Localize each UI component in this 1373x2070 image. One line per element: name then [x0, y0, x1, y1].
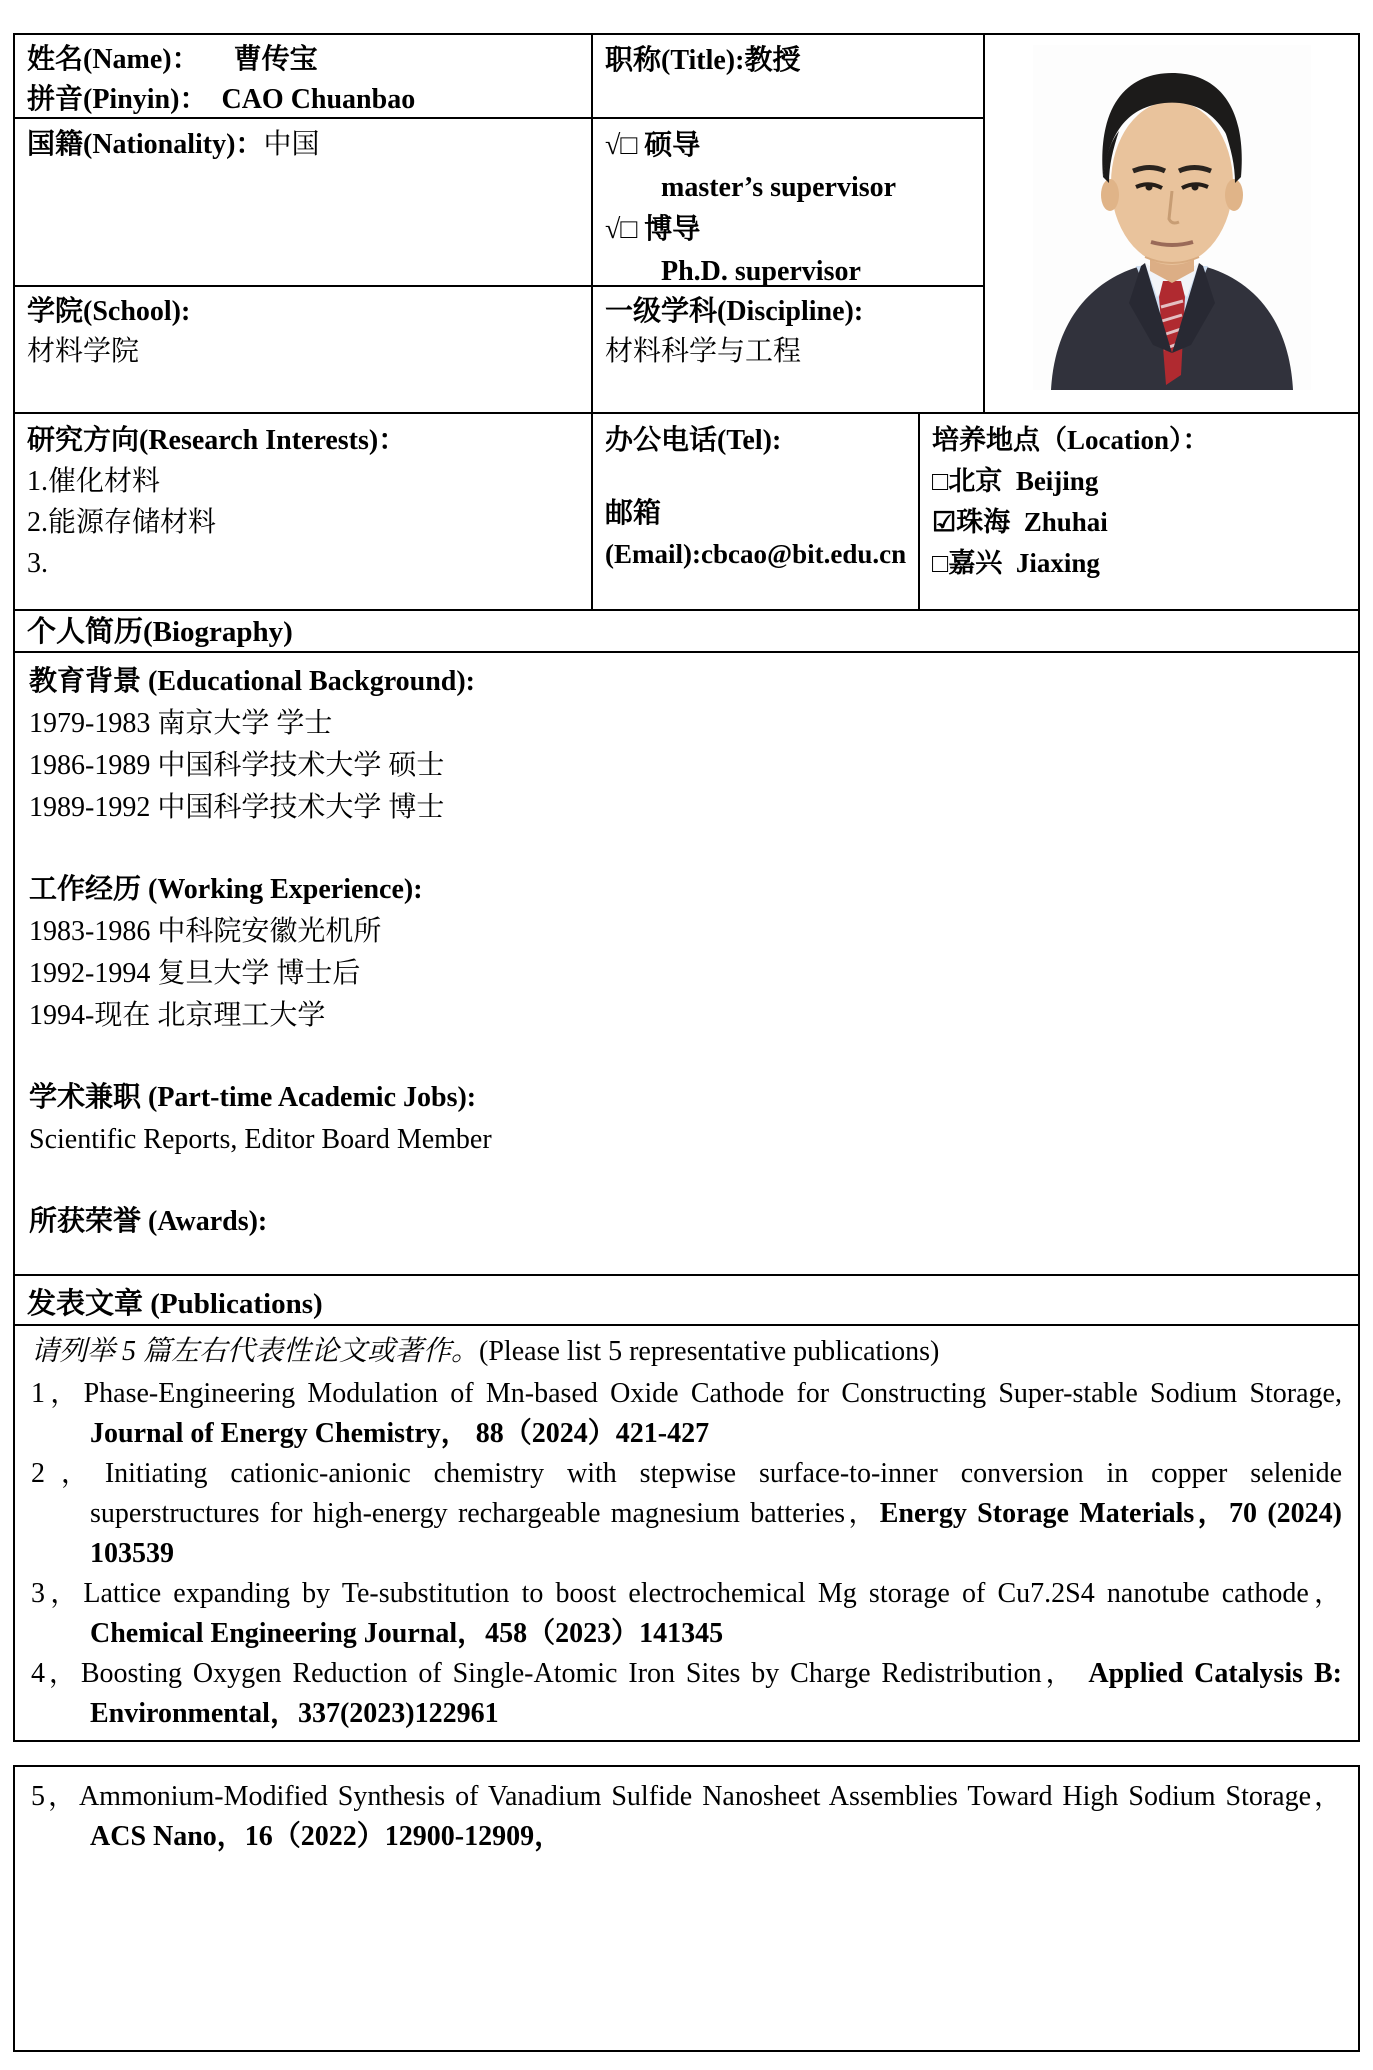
- location-jiaxing-en: Jiaxing: [1015, 548, 1100, 578]
- location-jiaxing-cn: 嘉兴: [948, 548, 1003, 578]
- nationality-value: 中国: [263, 129, 320, 160]
- school-value: 材料学院: [27, 336, 140, 367]
- working-experience-line: 1983-1986 中科院安徽光机所: [29, 916, 382, 947]
- publications-note-cn: 请列举 5 篇左右代表性论文或著作。: [31, 1336, 480, 1367]
- pinyin-value: CAO Chuanbao: [221, 84, 416, 115]
- name-label: 姓名(Name)：: [27, 44, 200, 75]
- publication-number: 4，: [31, 1658, 81, 1689]
- title-value: 教授: [744, 45, 801, 76]
- publication-text: Initiating cationic-anionic chemistry with stepwise surface-to-inner conversion in copper selenide superstructures for high-energy rechargeable magnesium batteries，: [90, 1458, 1342, 1529]
- master-supervisor-label-cn: 硕导: [644, 130, 701, 161]
- working-experience-section: [29, 869, 1344, 1037]
- working-experience-line: 1992-1994 复旦大学 博士后: [29, 958, 361, 989]
- portrait-photo: [1033, 45, 1311, 390]
- school-label: 学院(School):: [27, 296, 191, 327]
- working-experience-line: 1994-现在 北京理工大学: [29, 1000, 326, 1031]
- research-interests-cell: [15, 414, 591, 609]
- education-line: 1979-1983 南京大学 学士: [29, 708, 333, 739]
- discipline-label: 一级学科(Discipline):: [605, 296, 864, 327]
- working-experience-title: 工作经历 (Working Experience):: [29, 874, 423, 905]
- discipline-value: 材料科学与工程: [605, 336, 802, 367]
- location-beijing-cn: 北京: [948, 466, 1003, 496]
- pinyin-label: 拼音(Pinyin)：: [27, 84, 208, 115]
- info-grid: [15, 35, 1358, 414]
- name-value: 曹传宝: [233, 44, 318, 75]
- tel-label: 办公电话(Tel):: [605, 425, 782, 456]
- discipline-cell: [591, 285, 983, 412]
- profile-table: [13, 33, 1360, 1742]
- phd-supervisor-label-en: Ph.D. supervisor: [661, 256, 861, 285]
- location-cell: [918, 414, 1358, 609]
- awards-section: [29, 1201, 1344, 1243]
- publications-content: [15, 1326, 1358, 1740]
- location-label: 培养地点（Location）：: [932, 425, 1210, 455]
- contact-row: [15, 414, 1358, 611]
- education-title: 教育背景 (Educational Background):: [29, 666, 475, 697]
- publication-text: Lattice expanding by Te-substitution to boost electrochemical Mg storage of Cu7.2S4 nanotube cathode，: [83, 1578, 1342, 1609]
- phd-supervisor-checkbox[interactable]: √□: [605, 214, 638, 245]
- publication-number: 1，: [31, 1378, 84, 1409]
- name-cell: [15, 35, 591, 117]
- photo-cell: [983, 35, 1358, 412]
- nationality-label: 国籍(Nationality)：: [27, 129, 264, 160]
- email-value: (Email):cbcao@bit.edu.cn: [605, 539, 907, 569]
- publication-journal: Applied Catalysis B: Environmental，337(2023)122961: [90, 1658, 1342, 1729]
- publication-item-4: [31, 1654, 1342, 1734]
- email-label: 邮箱: [605, 498, 662, 529]
- master-supervisor-label-en: master’s supervisor: [661, 172, 897, 203]
- location-beijing-checkbox[interactable]: □: [932, 466, 949, 496]
- location-zhuhai-cn: 珠海: [956, 507, 1011, 537]
- academic-jobs-section: [29, 1077, 1344, 1161]
- education-section: [29, 661, 1344, 829]
- publication-number: 2，: [31, 1458, 105, 1489]
- publication-journal: Journal of Energy Chemistry， 88（2024）421-427: [90, 1418, 710, 1449]
- biography-section-header: 个人简历(Biography): [15, 611, 1358, 653]
- publication-item-5: [31, 1777, 1342, 1857]
- publications-section-header: 发表文章 (Publications): [15, 1276, 1358, 1326]
- education-line: 1986-1989 中国科学技术大学 硕士: [29, 750, 445, 781]
- research-interests-label: 研究方向(Research Interests)：: [27, 425, 407, 456]
- location-zhuhai-en: Zhuhai: [1023, 507, 1108, 537]
- publications-note: [31, 1330, 1342, 1374]
- publication-journal: Energy Storage Materials，70 (2024) 103539: [90, 1498, 1342, 1569]
- biography-content: [15, 653, 1358, 1276]
- education-line: 1989-1992 中国科学技术大学 博士: [29, 792, 445, 823]
- nationality-cell: [15, 117, 591, 285]
- research-item: 2.能源存储材料: [27, 507, 217, 538]
- publication-text: Ammonium-Modified Synthesis of Vanadium Sulfide Nanosheet Assemblies Toward High Sodium Storage，: [78, 1781, 1342, 1812]
- location-jiaxing-checkbox[interactable]: □: [932, 548, 949, 578]
- title-cell: [591, 35, 983, 117]
- publication-journal: ACS Nano，16（2022）12900-12909，: [90, 1821, 563, 1852]
- publication-text: Phase-Engineering Modulation of Mn-based Oxide Cathode for Constructing Super-stable Sodium Storage,: [83, 1378, 1342, 1409]
- awards-title: 所获荣誉 (Awards):: [29, 1206, 268, 1237]
- master-supervisor-checkbox[interactable]: √□: [605, 130, 638, 161]
- publications-note-en: (Please list 5 representative publications): [479, 1336, 940, 1367]
- publication-number: 3，: [31, 1578, 84, 1609]
- publication-text: Boosting Oxygen Reduction of Single-Atomic Iron Sites by Charge Redistribution，: [80, 1658, 1089, 1689]
- title-label: 职称(Title):: [605, 45, 745, 76]
- publication-item-3: [31, 1574, 1342, 1654]
- publication-number: 5，: [31, 1781, 79, 1812]
- supervisor-cell: [591, 117, 983, 285]
- publication-item-2: [31, 1454, 1342, 1574]
- tel-email-cell: [591, 414, 918, 609]
- location-beijing-en: Beijing: [1015, 466, 1099, 496]
- publication-item-1: [31, 1374, 1342, 1454]
- publication-journal: Chemical Engineering Journal，458（2023）141345: [90, 1618, 724, 1649]
- academic-jobs-line: Scientific Reports, Editor Board Member: [29, 1124, 492, 1155]
- school-cell: [15, 285, 591, 412]
- research-item: 3.: [27, 548, 48, 579]
- publications-continued-table: [13, 1765, 1360, 2052]
- academic-jobs-title: 学术兼职 (Part-time Academic Jobs):: [29, 1082, 477, 1113]
- research-item: 1.催化材料: [27, 466, 161, 497]
- phd-supervisor-label-cn: 博导: [644, 214, 701, 245]
- location-zhuhai-checkbox[interactable]: ☑: [932, 507, 957, 537]
